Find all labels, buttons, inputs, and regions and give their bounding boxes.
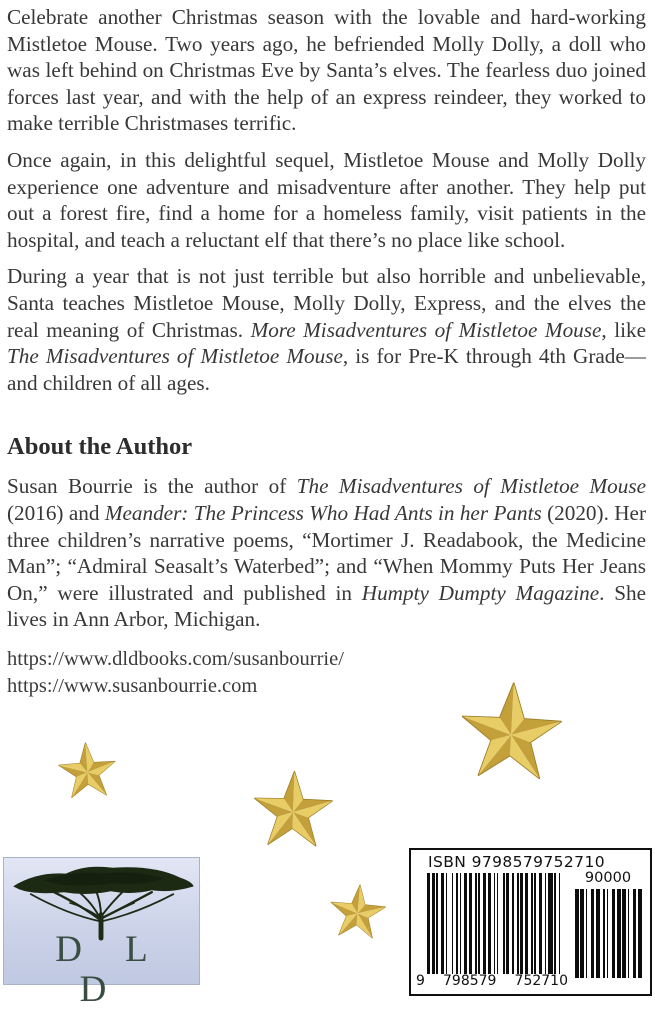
- publisher-url: https://www.dldbooks.com/susanbourrie/: [7, 647, 344, 670]
- synopsis-paragraph-1: Celebrate another Christmas season with the lovable and hard-working Mistletoe Mouse. Two years ago, he befriended Molly Dolly, a doll who was left behind on Christmas Eve by Santa’s elves. The fearless duo joined forces last year, and with the help of an express reindeer, they worked to make terrible Christmases terrific.: [7, 5, 646, 136]
- barcode-digits: [416, 973, 568, 989]
- gold-star-icon: [247, 767, 338, 858]
- gold-star-icon: [53, 739, 122, 807]
- author-url: https://www.susanbourrie.com: [7, 675, 258, 698]
- back-cover-text-column: [7, 0, 646, 701]
- barcode-digit-group: 798579: [443, 973, 497, 989]
- author-bio-paragraph: Susan Bourrie is the author of The Misadventures of Mistletoe Mouse (2016) and Meander: The Princess Who Had Ants in her Pants (2020). Her three children’s narrative poems, “Mortimer J. Readabook, the Medicine Man”; “Admiral Seasalt’s Waterbed”; and “When Mommy Puts Her Jeans On,” were illustrated and published in Humpty Dumpty Magazine. She lives in Ann Arbor, Michigan.: [7, 474, 646, 632]
- barcode-digit-group: 9: [416, 973, 425, 989]
- barcode-digit-group: 752710: [514, 973, 568, 989]
- about-the-author-heading: About the Author: [7, 433, 193, 461]
- isbn-number-label: ISBN 9798579752710: [428, 853, 605, 871]
- gold-star-icon: [451, 677, 571, 795]
- synopsis-paragraph-3: During a year that is not just terrible but also horrible and unbelievable, Santa teaches Mistletoe Mouse, Molly Dolly, Express, and the elves the real meaning of Christmas. More Misadventures of Mistletoe Mouse, like The Misadventures of Mistletoe Mouse, is for Pre-K through 4th Grade—and children of all ages.: [7, 264, 646, 395]
- supplemental-barcode-bars: [575, 889, 642, 978]
- dld-publisher-logo: [3, 857, 200, 1010]
- synopsis-paragraph-2: Once again, in this delightful sequel, Mistletoe Mouse and Molly Dolly experience one adventure and misadventure after another. They help put out a forest fire, find a home for a homeless family, visit patients in the hospital, and teach a reluctant elf that there’s no place like school.: [7, 147, 646, 252]
- price-code-label: 90000: [584, 870, 632, 886]
- isbn-barcode-block: [409, 848, 652, 996]
- barcode-bars: [427, 873, 564, 974]
- dld-logo-letters: D L D: [55, 929, 165, 1010]
- gold-star-icon: [323, 880, 391, 947]
